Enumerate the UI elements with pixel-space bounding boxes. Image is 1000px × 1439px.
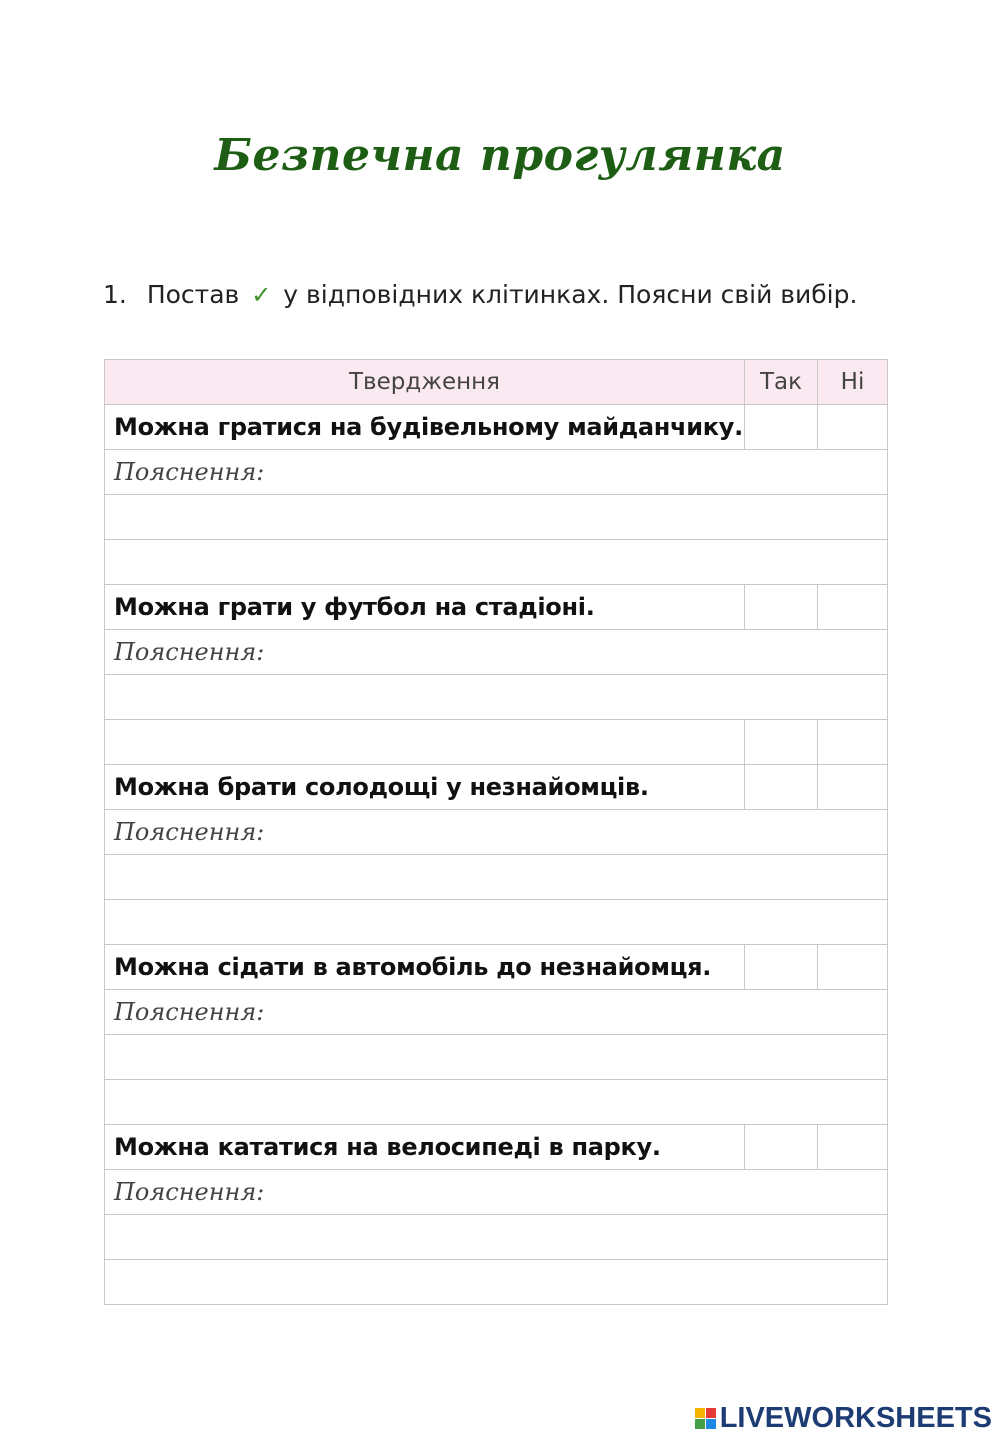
- explanation-row: [105, 630, 888, 675]
- yes-checkbox-cell[interactable]: [745, 765, 818, 810]
- statement-text: Можна грати у футбол на стадіоні.: [105, 585, 745, 630]
- statement-text: Можна гратися на будівельному майданчику.: [105, 405, 745, 450]
- no-checkbox-cell[interactable]: [818, 945, 888, 990]
- explanation-row: [105, 990, 888, 1035]
- answer-line: [105, 900, 888, 945]
- no-checkbox-cell[interactable]: [818, 1125, 888, 1170]
- instruction-before: Постав: [146, 280, 240, 309]
- answer-field[interactable]: [105, 1080, 888, 1125]
- explanation-row: [105, 810, 888, 855]
- empty-cell: [818, 720, 888, 765]
- answer-field[interactable]: [105, 900, 888, 945]
- answer-line: [105, 1260, 888, 1305]
- statement-row: [105, 585, 888, 630]
- no-checkbox-cell[interactable]: [818, 585, 888, 630]
- statement-row: [105, 1125, 888, 1170]
- statement-text: Можна кататися на велосипеді в парку.: [105, 1125, 745, 1170]
- instruction-text: [103, 280, 857, 309]
- header-no: Ні: [818, 360, 888, 405]
- explanation-label: Пояснення:: [105, 1170, 888, 1215]
- explanation-label: Пояснення:: [105, 630, 888, 675]
- statements-table: [104, 359, 888, 1305]
- answer-line: [105, 495, 888, 540]
- answer-field[interactable]: [105, 495, 888, 540]
- yes-checkbox-cell[interactable]: [745, 405, 818, 450]
- explanation-row: [105, 1170, 888, 1215]
- explanation-row: [105, 450, 888, 495]
- table-header-row: [105, 360, 888, 405]
- answer-field[interactable]: [105, 1260, 888, 1305]
- instruction-after: у відповідних клітинках. Поясни свій вибір.: [283, 280, 858, 309]
- no-checkbox-cell[interactable]: [818, 405, 888, 450]
- no-checkbox-cell[interactable]: [818, 765, 888, 810]
- explanation-label: Пояснення:: [105, 990, 888, 1035]
- explanation-label: Пояснення:: [105, 810, 888, 855]
- answer-line: [105, 855, 888, 900]
- worksheet-title: Безпечна прогулянка: [214, 130, 786, 181]
- answer-field[interactable]: [105, 1035, 888, 1080]
- answer-field[interactable]: [105, 1215, 888, 1260]
- answer-field[interactable]: [105, 720, 745, 765]
- statement-row: [105, 765, 888, 810]
- answer-field[interactable]: [105, 855, 888, 900]
- instruction-number: 1.: [103, 280, 127, 309]
- explanation-label: Пояснення:: [105, 450, 888, 495]
- yes-checkbox-cell[interactable]: [745, 945, 818, 990]
- empty-cell: [745, 720, 818, 765]
- answer-line: [105, 1215, 888, 1260]
- answer-line: [105, 720, 888, 765]
- statement-row: [105, 945, 888, 990]
- logo-text: LIVEWORKSHEETS: [719, 1402, 992, 1434]
- header-yes: Так: [745, 360, 818, 405]
- logo-mark-icon: [695, 1408, 716, 1429]
- header-statement: Твердження: [105, 360, 745, 405]
- answer-line: [105, 675, 888, 720]
- answer-line: [105, 540, 888, 585]
- answer-field[interactable]: [105, 675, 888, 720]
- yes-checkbox-cell[interactable]: [745, 585, 818, 630]
- statement-row: [105, 405, 888, 450]
- yes-checkbox-cell[interactable]: [745, 1125, 818, 1170]
- liveworksheets-logo[interactable]: [695, 1402, 992, 1435]
- checkmark-icon: ✓: [251, 281, 272, 309]
- answer-line: [105, 1080, 888, 1125]
- statement-text: Можна сідати в автомобіль до незнайомця.: [105, 945, 745, 990]
- statement-text: Можна брати солодощі у незнайомців.: [105, 765, 745, 810]
- answer-line: [105, 1035, 888, 1080]
- answer-field[interactable]: [105, 540, 888, 585]
